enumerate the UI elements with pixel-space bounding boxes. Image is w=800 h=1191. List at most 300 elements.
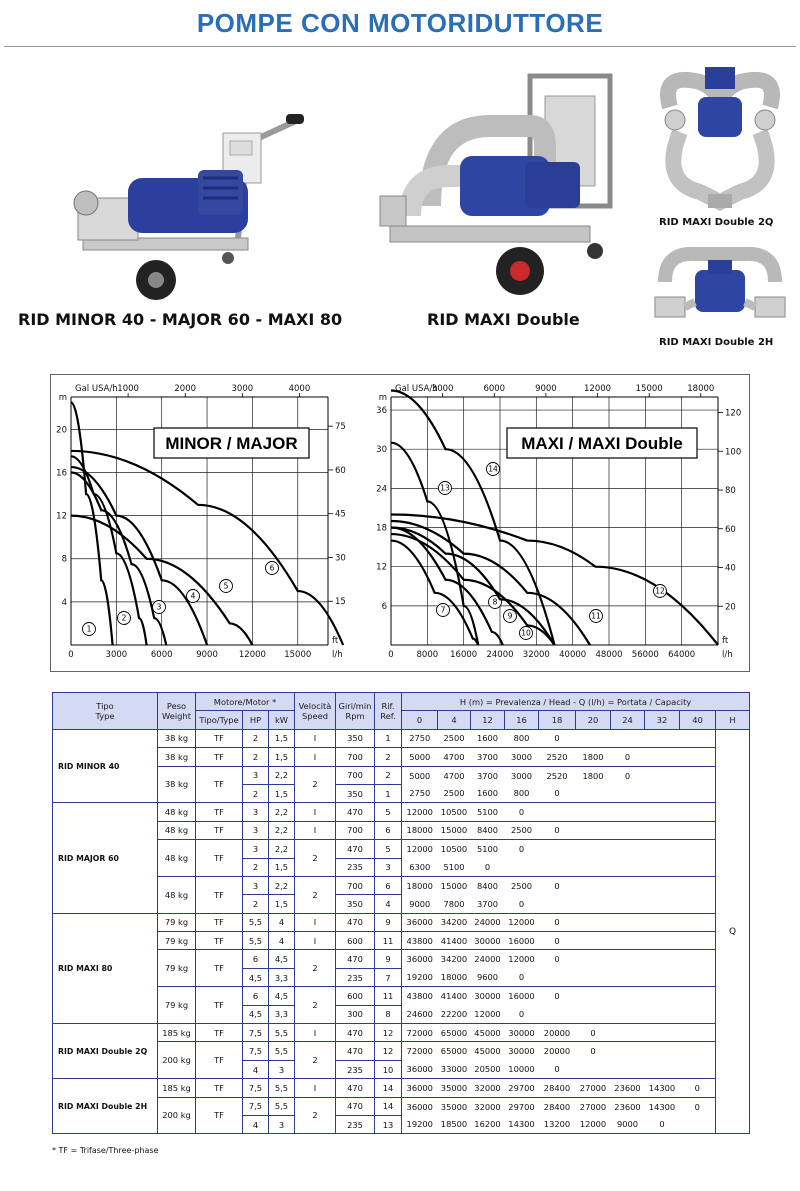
weight-cell: 185 kg xyxy=(158,1024,196,1042)
capacity-cell: 18000 xyxy=(438,968,471,986)
x-tick-label: 40000 xyxy=(559,650,587,660)
capacity-cell xyxy=(611,1005,645,1023)
capacity-cell: 34200 xyxy=(438,950,471,968)
capacity-cell: 19200 xyxy=(402,968,438,986)
caption-maxi-double-2h: RID MAXI Double 2H xyxy=(659,337,774,348)
speed-cell: 2 xyxy=(295,950,336,987)
rpm-cell: 235 xyxy=(336,968,375,986)
table-row xyxy=(53,1042,750,1060)
capacity-cell xyxy=(645,729,680,747)
speed-cell: 2 xyxy=(295,987,336,1024)
motor-type-cell: TF xyxy=(196,748,243,766)
capacity-cell: 0 xyxy=(576,1024,611,1042)
table-row xyxy=(53,1079,750,1097)
ref-cell: 8 xyxy=(375,1005,402,1023)
motor-type-cell: TF xyxy=(196,987,243,1024)
capacity-cell: 10500 xyxy=(438,803,471,821)
table-row xyxy=(53,729,750,747)
y2-tick-label: 60 xyxy=(725,524,736,535)
kw-cell: 1,5 xyxy=(269,858,295,876)
capacity-cell: 27000 xyxy=(576,1097,611,1115)
capacity-cell: 3000 xyxy=(505,748,539,766)
capacity-cell: 18000 xyxy=(402,821,438,839)
ref-cell: 12 xyxy=(375,1024,402,1042)
hp-cell: 4,5 xyxy=(243,968,269,986)
hp-cell: 5,5 xyxy=(243,913,269,931)
ref-cell: 6 xyxy=(375,876,402,894)
capacity-cell: 32000 xyxy=(471,1097,505,1115)
capacity-cell: 2750 xyxy=(402,729,438,747)
capacity-cell: 10000 xyxy=(505,1060,539,1078)
hp-cell: 2 xyxy=(243,748,269,766)
capacity-cell xyxy=(539,803,576,821)
capacity-cell: 0 xyxy=(539,729,576,747)
col-giri: Giri/min Rpm xyxy=(336,693,375,730)
capacity-cell xyxy=(539,968,576,986)
speed-cell: I xyxy=(295,729,336,747)
table-row xyxy=(53,1097,750,1115)
x-tick-label: 64000 xyxy=(668,650,696,660)
rpm-cell: 470 xyxy=(336,840,375,858)
capacity-cell xyxy=(576,987,611,1005)
motor-type-cell: TF xyxy=(196,876,243,913)
motor-type-cell: TF xyxy=(196,840,243,877)
speed-cell: 2 xyxy=(295,876,336,913)
ref-cell: 1 xyxy=(375,729,402,747)
col-head-16: 16 xyxy=(505,711,539,729)
capacity-cell xyxy=(576,803,611,821)
capacity-cell: 20000 xyxy=(539,1024,576,1042)
capacity-cell xyxy=(539,858,576,876)
capacity-cell: 36000 xyxy=(402,1097,438,1115)
ref-cell: 11 xyxy=(375,987,402,1005)
capacity-cell: 18500 xyxy=(438,1115,471,1133)
capacity-cell: 29700 xyxy=(505,1079,539,1097)
chart-title: MINOR / MAJOR xyxy=(165,434,298,453)
ref-cell: 10 xyxy=(375,1060,402,1078)
footnote: * TF = Trifase/Three-phase xyxy=(52,1146,159,1155)
y2-tick-label: 100 xyxy=(725,447,742,458)
capacity-cell: 43800 xyxy=(402,932,438,950)
capacity-cell: 34200 xyxy=(438,913,471,931)
capacity-cell: 800 xyxy=(505,729,539,747)
motor-type-cell: TF xyxy=(196,1024,243,1042)
curve-label: 7 xyxy=(440,605,446,615)
capacity-cell: 22200 xyxy=(438,1005,471,1023)
table-row xyxy=(53,913,750,931)
ref-cell: 5 xyxy=(375,840,402,858)
rpm-cell: 470 xyxy=(336,1042,375,1060)
col-head-4: 4 xyxy=(438,711,471,729)
capacity-cell xyxy=(611,1060,645,1078)
model-name: RID MINOR 40 xyxy=(53,729,158,803)
capacity-cell: 10500 xyxy=(438,840,471,858)
model-name: RID MAJOR 60 xyxy=(53,803,158,913)
capacity-cell xyxy=(680,766,716,784)
x-axis-label: l/h xyxy=(332,650,343,660)
ref-cell: 9 xyxy=(375,950,402,968)
x-tick-label: 16000 xyxy=(450,650,478,660)
table-row xyxy=(53,876,750,894)
capacity-cell xyxy=(576,913,611,931)
capacity-cell: 5100 xyxy=(471,840,505,858)
capacity-cell: 12000 xyxy=(471,1005,505,1023)
motor-type-cell: TF xyxy=(196,932,243,950)
curve-label: 11 xyxy=(591,611,601,621)
weight-cell: 200 kg xyxy=(158,1097,196,1134)
capacity-cell: 72000 xyxy=(402,1042,438,1060)
table-row xyxy=(53,987,750,1005)
kw-cell: 1,5 xyxy=(269,748,295,766)
capacity-cell: 3700 xyxy=(471,748,505,766)
capacity-cell: 0 xyxy=(539,1060,576,1078)
caption-maxi-double-2q: RID MAXI Double 2Q xyxy=(659,217,774,228)
ref-cell: 9 xyxy=(375,913,402,931)
capacity-cell xyxy=(680,1005,716,1023)
ref-cell: 11 xyxy=(375,932,402,950)
x-tick-label: 48000 xyxy=(595,650,623,660)
capacity-cell xyxy=(611,1024,645,1042)
ref-cell: 3 xyxy=(375,858,402,876)
curve-7 xyxy=(391,541,478,645)
capacity-cell xyxy=(645,803,680,821)
table-row xyxy=(53,950,750,968)
x-tick-label: 3000 xyxy=(105,650,128,660)
capacity-cell: 32000 xyxy=(471,1079,505,1097)
capacity-cell: 72000 xyxy=(402,1024,438,1042)
capacity-cell: 0 xyxy=(505,1005,539,1023)
rpm-cell: 235 xyxy=(336,1115,375,1133)
caption-maxi-double: RID MAXI Double xyxy=(427,310,580,329)
capacity-cell xyxy=(645,1042,680,1060)
capacity-cell: 2500 xyxy=(505,876,539,894)
performance-curves-svg xyxy=(51,375,749,671)
capacity-cell xyxy=(576,729,611,747)
weight-cell: 185 kg xyxy=(158,1079,196,1097)
ref-cell: 12 xyxy=(375,1042,402,1060)
y2-axis-label: ft xyxy=(332,636,339,646)
capacity-cell xyxy=(645,950,680,968)
col-head-12: 12 xyxy=(471,711,505,729)
capacity-cell xyxy=(611,1042,645,1060)
rpm-cell: 470 xyxy=(336,1097,375,1115)
capacity-cell: 0 xyxy=(680,1079,716,1097)
kw-cell: 3,3 xyxy=(269,1005,295,1023)
capacity-cell xyxy=(645,858,680,876)
capacity-cell xyxy=(611,876,645,894)
capacity-cell xyxy=(611,968,645,986)
weight-cell: 48 kg xyxy=(158,821,196,839)
x2-tick-label: 18000 xyxy=(687,384,715,394)
table-row xyxy=(53,803,750,821)
capacity-cell: 5100 xyxy=(438,858,471,876)
speed-cell: 2 xyxy=(295,1097,336,1134)
capacity-cell: 9600 xyxy=(471,968,505,986)
rpm-cell: 300 xyxy=(336,1005,375,1023)
capacity-cell: 43800 xyxy=(402,987,438,1005)
capacity-cell: 16000 xyxy=(505,987,539,1005)
capacity-cell xyxy=(645,766,680,784)
kw-cell: 4,5 xyxy=(269,950,295,968)
capacity-cell xyxy=(576,1060,611,1078)
rpm-cell: 700 xyxy=(336,748,375,766)
capacity-cell: 35000 xyxy=(438,1079,471,1097)
capacity-cell: 1600 xyxy=(471,784,505,802)
col-head-h: H xyxy=(716,711,750,729)
kw-cell: 2,2 xyxy=(269,821,295,839)
curve-label: 13 xyxy=(440,483,450,493)
capacity-cell xyxy=(680,729,716,747)
capacity-cell xyxy=(539,840,576,858)
speed-cell: 2 xyxy=(295,766,336,803)
capacity-cell xyxy=(645,784,680,802)
capacity-cell: 23600 xyxy=(611,1097,645,1115)
model-name: RID MAXI 80 xyxy=(53,913,158,1023)
y2-tick-label: 80 xyxy=(725,486,736,496)
title-divider xyxy=(4,46,796,47)
capacity-cell xyxy=(680,748,716,766)
col-tipo: Tipo Type xyxy=(53,693,158,730)
col-motore: Motore/Motor * xyxy=(196,693,295,711)
capacity-cell xyxy=(680,858,716,876)
kw-cell: 1,5 xyxy=(269,729,295,747)
capacity-cell: 800 xyxy=(505,784,539,802)
kw-cell: 3 xyxy=(269,1115,295,1133)
y-tick-label: 4 xyxy=(61,597,67,608)
y-tick-label: 6 xyxy=(381,601,387,612)
capacity-cell xyxy=(645,821,680,839)
capacity-cell: 8400 xyxy=(471,876,505,894)
rpm-cell: 470 xyxy=(336,1079,375,1097)
rpm-cell: 470 xyxy=(336,1024,375,1042)
chart-title: MAXI / MAXI Double xyxy=(521,434,683,453)
speed-cell: I xyxy=(295,1079,336,1097)
motor-type-cell: TF xyxy=(196,913,243,931)
weight-cell: 48 kg xyxy=(158,876,196,913)
hp-cell: 3 xyxy=(243,766,269,784)
capacity-cell xyxy=(576,932,611,950)
ref-cell: 6 xyxy=(375,821,402,839)
capacity-cell xyxy=(645,932,680,950)
x-tick-label: 0 xyxy=(388,650,394,660)
y2-tick-label: 15 xyxy=(335,597,346,608)
x-axis-label: l/h xyxy=(722,650,733,660)
ref-cell: 5 xyxy=(375,803,402,821)
capacity-cell: 0 xyxy=(539,932,576,950)
kw-cell: 1,5 xyxy=(269,895,295,913)
capacity-cell xyxy=(611,821,645,839)
capacity-cell: 0 xyxy=(505,803,539,821)
rpm-cell: 700 xyxy=(336,876,375,894)
table-header xyxy=(53,693,750,730)
maxi-double-illustration xyxy=(370,66,630,306)
capacity-cell: 13200 xyxy=(539,1115,576,1133)
hp-cell: 4 xyxy=(243,1115,269,1133)
motor-type-cell: TF xyxy=(196,803,243,821)
curve-label: 14 xyxy=(488,464,498,474)
kw-cell: 2,2 xyxy=(269,876,295,894)
capacity-cell: 24000 xyxy=(471,913,505,931)
rpm-cell: 600 xyxy=(336,987,375,1005)
maxi-double-2h-illustration xyxy=(650,242,790,337)
capacity-cell: 12000 xyxy=(505,950,539,968)
capacity-cell xyxy=(680,876,716,894)
capacity-cell xyxy=(680,1042,716,1060)
capacity-cell: 0 xyxy=(539,821,576,839)
capacity-cell xyxy=(645,1005,680,1023)
x2-tick-label: 9000 xyxy=(535,384,557,394)
hp-cell: 5,5 xyxy=(243,932,269,950)
y-tick-label: 12 xyxy=(56,511,67,522)
y2-tick-label: 40 xyxy=(725,563,736,574)
capacity-cell: 16200 xyxy=(471,1115,505,1133)
capacity-cell: 12000 xyxy=(576,1115,611,1133)
capacity-cell: 15000 xyxy=(438,876,471,894)
capacity-cell: 4700 xyxy=(438,748,471,766)
kw-cell: 3,3 xyxy=(269,968,295,986)
capacity-cell: 8400 xyxy=(471,821,505,839)
y2-tick-label: 30 xyxy=(335,553,346,564)
capacity-cell xyxy=(680,1115,716,1133)
capacity-cell xyxy=(611,950,645,968)
capacity-cell xyxy=(576,784,611,802)
hp-cell: 2 xyxy=(243,784,269,802)
col-head-0: 0 xyxy=(402,711,438,729)
capacity-cell xyxy=(645,1060,680,1078)
y-tick-label: 12 xyxy=(376,562,387,573)
capacity-cell: 36000 xyxy=(402,1060,438,1078)
capacity-cell xyxy=(645,913,680,931)
col-rif: Rif. Ref. xyxy=(375,693,402,730)
weight-cell: 79 kg xyxy=(158,987,196,1024)
kw-cell: 3 xyxy=(269,1060,295,1078)
pump-trolley-illustration xyxy=(48,108,318,308)
hp-cell: 6 xyxy=(243,950,269,968)
curve-label: 8 xyxy=(492,597,498,607)
capacity-cell: 29700 xyxy=(505,1097,539,1115)
capacity-cell: 36000 xyxy=(402,1079,438,1097)
capacity-cell: 0 xyxy=(611,766,645,784)
x-tick-label: 12000 xyxy=(238,650,266,660)
y2-tick-label: 60 xyxy=(335,465,346,476)
motor-type-cell: TF xyxy=(196,766,243,803)
kw-cell: 2,2 xyxy=(269,840,295,858)
table-row xyxy=(53,821,750,839)
capacity-cell xyxy=(680,1024,716,1042)
x2-tick-label: 2000 xyxy=(174,384,197,394)
hp-cell: 7,5 xyxy=(243,1079,269,1097)
capacity-cell xyxy=(611,803,645,821)
x2-axis-label: Gal USA/h xyxy=(395,384,438,394)
capacity-cell: 7800 xyxy=(438,895,471,913)
y-tick-label: 24 xyxy=(376,484,387,495)
capacity-cell: 0 xyxy=(505,895,539,913)
rpm-cell: 600 xyxy=(336,932,375,950)
capacity-cell: 41400 xyxy=(438,932,471,950)
capacity-cell: 12000 xyxy=(402,803,438,821)
capacity-cell: 28400 xyxy=(539,1079,576,1097)
weight-cell: 200 kg xyxy=(158,1042,196,1079)
rpm-cell: 235 xyxy=(336,858,375,876)
capacity-cell xyxy=(576,950,611,968)
capacity-cell: 35000 xyxy=(438,1097,471,1115)
capacity-cell xyxy=(680,1060,716,1078)
rpm-cell: 350 xyxy=(336,895,375,913)
capacity-cell xyxy=(576,968,611,986)
capacity-cell: 14300 xyxy=(505,1115,539,1133)
capacity-cell: 30000 xyxy=(505,1042,539,1060)
capacity-cell: 2520 xyxy=(539,748,576,766)
capacity-cell xyxy=(645,748,680,766)
capacity-cell: 2520 xyxy=(539,766,576,784)
capacity-cell: 9000 xyxy=(611,1115,645,1133)
curve-label: 10 xyxy=(521,628,531,638)
capacity-cell xyxy=(576,821,611,839)
capacity-cell: 0 xyxy=(680,1097,716,1115)
capacity-cell: 0 xyxy=(505,968,539,986)
x-tick-label: 24000 xyxy=(486,650,514,660)
capacity-cell: 1800 xyxy=(576,766,611,784)
speed-cell: I xyxy=(295,913,336,931)
capacity-cell xyxy=(645,895,680,913)
kw-cell: 5,5 xyxy=(269,1042,295,1060)
capacity-cell: 30000 xyxy=(471,987,505,1005)
performance-curves-panel xyxy=(50,374,750,672)
capacity-cell: 0 xyxy=(471,858,505,876)
capacity-cell: 18000 xyxy=(402,876,438,894)
capacity-cell: 12000 xyxy=(505,913,539,931)
capacity-cell: 28400 xyxy=(539,1097,576,1115)
capacity-cell: 6300 xyxy=(402,858,438,876)
capacity-cell xyxy=(576,858,611,876)
capacity-cell xyxy=(576,895,611,913)
col-capacity: H (m) = Prevalenza / Head - Q (l/h) = Portata / Capacity xyxy=(402,693,750,711)
capacity-cell xyxy=(680,784,716,802)
capacity-cell: 5000 xyxy=(402,766,438,784)
curve-1 xyxy=(71,402,113,645)
hp-cell: 4 xyxy=(243,1060,269,1078)
y-axis-label: m xyxy=(58,393,67,403)
y-tick-label: 20 xyxy=(56,425,67,436)
col-head-40: 40 xyxy=(680,711,716,729)
y-tick-label: 18 xyxy=(376,523,387,534)
hp-cell: 4,5 xyxy=(243,1005,269,1023)
capacity-cell: 16000 xyxy=(505,932,539,950)
rpm-cell: 470 xyxy=(336,950,375,968)
y-axis-label: m xyxy=(378,393,387,403)
table-row xyxy=(53,766,750,784)
capacity-cell: 65000 xyxy=(438,1042,471,1060)
capacity-cell: 2500 xyxy=(505,821,539,839)
maxi-double-2q-illustration xyxy=(650,62,790,212)
y-tick-label: 36 xyxy=(376,406,387,417)
weight-cell: 48 kg xyxy=(158,840,196,877)
curve-label: 2 xyxy=(121,613,127,623)
speed-cell: I xyxy=(295,803,336,821)
rpm-cell: 350 xyxy=(336,729,375,747)
hp-cell: 2 xyxy=(243,729,269,747)
curve-label: 4 xyxy=(190,591,196,601)
capacity-cell: 15000 xyxy=(438,821,471,839)
capacity-cell xyxy=(611,987,645,1005)
capacity-cell: 0 xyxy=(611,748,645,766)
capacity-cell: 36000 xyxy=(402,913,438,931)
capacity-cell xyxy=(611,895,645,913)
capacity-cell: 12000 xyxy=(402,840,438,858)
capacity-cell: 5000 xyxy=(402,748,438,766)
capacity-cell: 3000 xyxy=(505,766,539,784)
weight-cell: 79 kg xyxy=(158,913,196,931)
